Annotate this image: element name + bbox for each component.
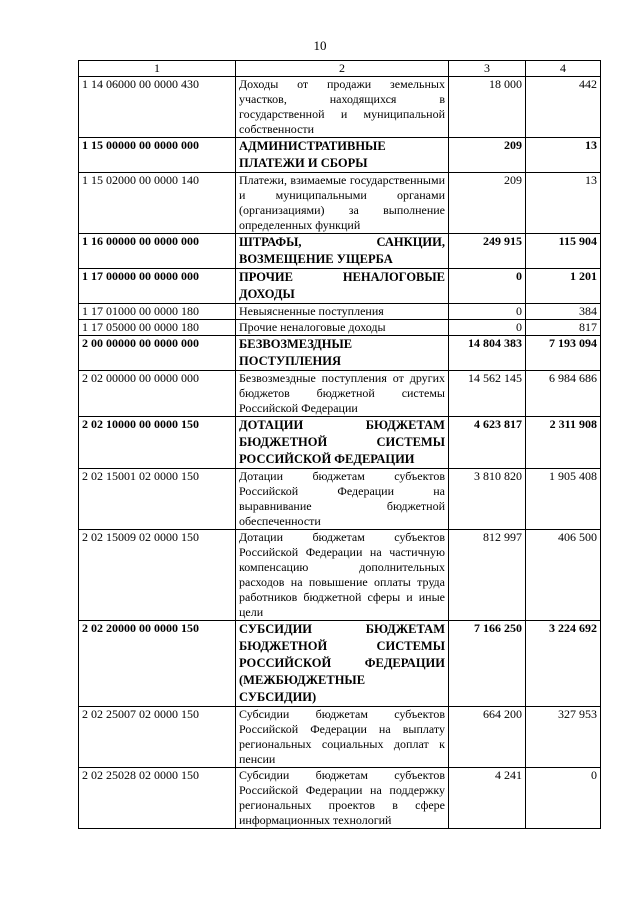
table-row: [79, 621, 601, 707]
table-row: [79, 371, 601, 417]
column-header: 3: [449, 61, 526, 77]
budget-code: 1 17 00000 00 0000 000: [79, 269, 236, 304]
amount-col3: 0: [449, 304, 526, 320]
amount-col4: 2 311 908: [526, 417, 601, 469]
amount-col3: 18 000: [449, 77, 526, 138]
table-row: [79, 320, 601, 336]
budget-code: 2 02 25028 02 0000 150: [79, 768, 236, 829]
amount-col3: 0: [449, 269, 526, 304]
budget-code: 2 02 15001 02 0000 150: [79, 469, 236, 530]
amount-col4: 7 193 094: [526, 336, 601, 371]
table-row: [79, 469, 601, 530]
amount-col4: 0: [526, 768, 601, 829]
revenue-name: Доходы от продажи земельных участков, находящихся в государственной и муниципальной собственности: [236, 77, 449, 138]
amount-col3: 209: [449, 173, 526, 234]
table-row: [79, 417, 601, 469]
budget-code: 1 17 05000 00 0000 180: [79, 320, 236, 336]
amount-col3: 209: [449, 138, 526, 173]
amount-col4: 406 500: [526, 530, 601, 621]
amount-col4: 817: [526, 320, 601, 336]
amount-col4: 1 905 408: [526, 469, 601, 530]
amount-col3: 7 166 250: [449, 621, 526, 707]
budget-code: 1 15 00000 00 0000 000: [79, 138, 236, 173]
amount-col4: 384: [526, 304, 601, 320]
amount-col4: 115 904: [526, 234, 601, 269]
amount-col3: 14 562 145: [449, 371, 526, 417]
column-header: 1: [79, 61, 236, 77]
column-header: 2: [236, 61, 449, 77]
column-header: 4: [526, 61, 601, 77]
revenue-name: ПРОЧИЕ НЕНАЛОГОВЫЕ ДОХОДЫ: [236, 269, 449, 304]
table-row: [79, 138, 601, 173]
budget-code: 2 02 15009 02 0000 150: [79, 530, 236, 621]
amount-col4: 327 953: [526, 707, 601, 768]
revenue-name: Невыясненные поступления: [236, 304, 449, 320]
table-row: [79, 336, 601, 371]
amount-col4: 442: [526, 77, 601, 138]
budget-code: 2 00 00000 00 0000 000: [79, 336, 236, 371]
budget-code: 1 16 00000 00 0000 000: [79, 234, 236, 269]
table-row: [79, 707, 601, 768]
table-row: [79, 269, 601, 304]
budget-code: 2 02 20000 00 0000 150: [79, 621, 236, 707]
revenue-name: ДОТАЦИИ БЮДЖЕТАМ БЮДЖЕТНОЙ СИСТЕМЫ РОССИЙСКОЙ ФЕДЕРАЦИИ: [236, 417, 449, 469]
table-body: [79, 77, 601, 829]
revenue-name: Прочие неналоговые доходы: [236, 320, 449, 336]
revenue-name: СУБСИДИИ БЮДЖЕТАМ БЮДЖЕТНОЙ СИСТЕМЫ РОССИЙСКОЙ ФЕДЕРАЦИИ (МЕЖБЮДЖЕТНЫЕ СУБСИДИИ): [236, 621, 449, 707]
amount-col4: 1 201: [526, 269, 601, 304]
budget-table: [78, 60, 601, 829]
page-number: 10: [313, 38, 327, 53]
budget-code: 1 17 01000 00 0000 180: [79, 304, 236, 320]
amount-col4: 6 984 686: [526, 371, 601, 417]
amount-col3: 4 623 817: [449, 417, 526, 469]
revenue-name: БЕЗВОЗМЕЗДНЫЕ ПОСТУПЛЕНИЯ: [236, 336, 449, 371]
revenue-name: Дотации бюджетам субъектов Российской Федерации на выравнивание бюджетной обеспеченности: [236, 469, 449, 530]
table-row: [79, 768, 601, 829]
column-number-row: [79, 61, 601, 77]
budget-code: 1 15 02000 00 0000 140: [79, 173, 236, 234]
table-row: [79, 530, 601, 621]
revenue-name: Безвозмездные поступления от других бюджетов бюджетной системы Российской Федерации: [236, 371, 449, 417]
table-row: [79, 173, 601, 234]
amount-col3: 664 200: [449, 707, 526, 768]
table-row: [79, 234, 601, 269]
amount-col3: 4 241: [449, 768, 526, 829]
revenue-name: Субсидии бюджетам субъектов Российской Федерации на выплату региональных социальных доплат к пенсии: [236, 707, 449, 768]
amount-col4: 3 224 692: [526, 621, 601, 707]
budget-code: 1 14 06000 00 0000 430: [79, 77, 236, 138]
amount-col3: 812 997: [449, 530, 526, 621]
revenue-name: ШТРАФЫ, САНКЦИИ, ВОЗМЕЩЕНИЕ УЩЕРБА: [236, 234, 449, 269]
amount-col4: 13: [526, 138, 601, 173]
revenue-name: Субсидии бюджетам субъектов Российской Федерации на поддержку региональных проектов в сфере информационных технологий: [236, 768, 449, 829]
budget-code: 2 02 10000 00 0000 150: [79, 417, 236, 469]
table-row: [79, 77, 601, 138]
amount-col3: 0: [449, 320, 526, 336]
budget-code: 2 02 25007 02 0000 150: [79, 707, 236, 768]
amount-col3: 249 915: [449, 234, 526, 269]
amount-col4: 13: [526, 173, 601, 234]
revenue-name: АДМИНИСТРАТИВНЫЕ ПЛАТЕЖИ И СБОРЫ: [236, 138, 449, 173]
budget-code: 2 02 00000 00 0000 000: [79, 371, 236, 417]
amount-col3: 14 804 383: [449, 336, 526, 371]
amount-col3: 3 810 820: [449, 469, 526, 530]
table-row: [79, 304, 601, 320]
revenue-name: Дотации бюджетам субъектов Российской Федерации на частичную компенсацию дополнительных расходов на повышение оплаты труда работников бюджетной сферы и иные цели: [236, 530, 449, 621]
revenue-name: Платежи, взимаемые государственными и муниципальными органами (организациями) за выполнение определенных функций: [236, 173, 449, 234]
